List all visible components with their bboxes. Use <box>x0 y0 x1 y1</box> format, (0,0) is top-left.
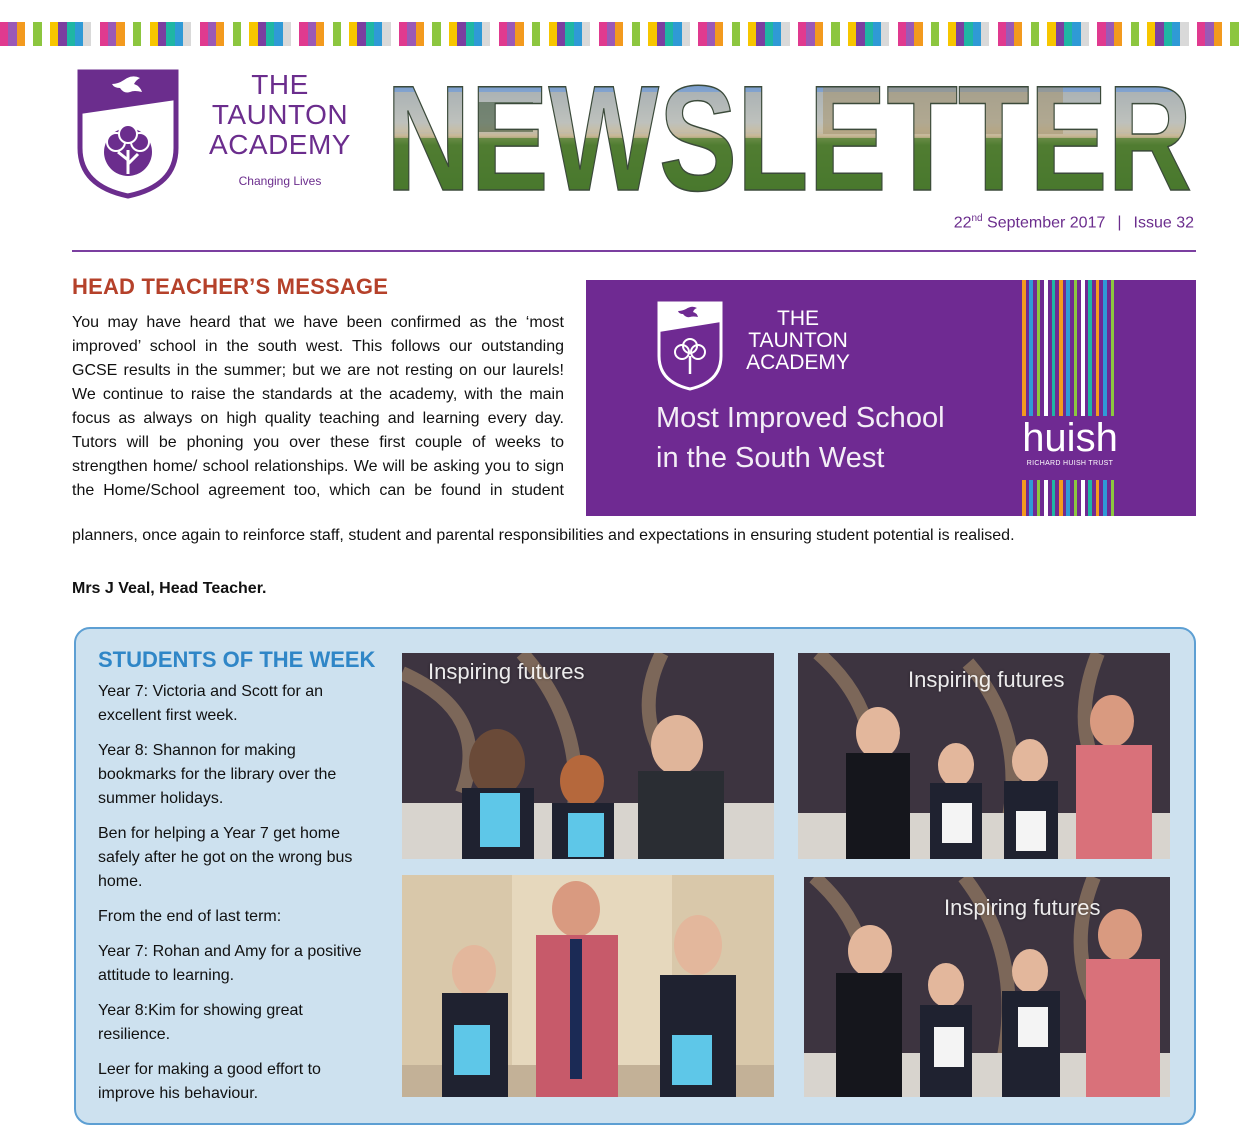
color-strip-segment <box>258 22 266 46</box>
color-strip-segment <box>723 22 731 46</box>
award-name-taunton: TAUNTON <box>748 329 848 352</box>
color-strip-segment <box>806 22 814 46</box>
color-strip-segment <box>341 22 349 46</box>
color-strip-segment <box>58 22 66 46</box>
color-strip-segment <box>183 22 191 46</box>
color-strip-segment <box>1230 22 1238 46</box>
color-strip-segment <box>366 22 374 46</box>
color-strip-segment <box>540 22 548 46</box>
color-strip-segment <box>1239 22 1246 46</box>
head-teacher-signature: Mrs J Veal, Head Teacher. <box>72 580 267 597</box>
color-strip-segment <box>873 22 881 46</box>
color-strip-segment <box>249 22 257 46</box>
color-strip-segment <box>399 22 407 46</box>
color-strip-segment <box>898 22 906 46</box>
date-suffix: nd <box>971 213 983 224</box>
date-issue-separator: | <box>1117 214 1122 232</box>
color-strip-segment <box>1222 22 1230 46</box>
color-strip-segment <box>574 22 582 46</box>
logo-line-academy: ACADEMY <box>209 129 351 160</box>
huish-trust-logo <box>1006 416 1134 480</box>
color-strip-segment <box>374 22 382 46</box>
color-strip-segment <box>0 22 8 46</box>
color-strip-segment <box>1114 22 1122 46</box>
award-academy-name <box>742 308 854 374</box>
color-strip-segment <box>407 22 415 46</box>
color-strip-segment <box>108 22 116 46</box>
color-strip-segment <box>939 22 947 46</box>
photo-caption: Inspiring futures <box>944 895 1101 920</box>
color-strip-segment <box>1172 22 1180 46</box>
color-strip-segment <box>308 22 316 46</box>
color-strip-segment <box>1214 22 1222 46</box>
color-strip-segment <box>931 22 939 46</box>
color-strip-segment <box>865 22 873 46</box>
color-strip-segment <box>582 22 590 46</box>
color-strip-segment <box>856 22 864 46</box>
color-strip-segment <box>1031 22 1039 46</box>
logo-wordmark <box>190 70 370 188</box>
color-strip-segment <box>1106 22 1114 46</box>
color-strip-segment <box>125 22 133 46</box>
color-strip-segment <box>474 22 482 46</box>
color-strip-segment <box>466 22 474 46</box>
color-strip-segment <box>33 22 41 46</box>
color-strip-segment <box>25 22 33 46</box>
student-photo-3 <box>402 875 774 1097</box>
color-strip-segment <box>657 22 665 46</box>
color-strip-segment <box>1089 22 1097 46</box>
color-strip-segment <box>382 22 390 46</box>
color-strip-segment <box>441 22 449 46</box>
color-strip-segment <box>482 22 490 46</box>
student-item: Year 7: Victoria and Scott for an excellent first week. <box>98 683 324 724</box>
color-strip-segment <box>316 22 324 46</box>
color-strip-segment <box>233 22 241 46</box>
head-teacher-message-bottom: planners, once again to reinforce staff, student and parental responsibilities and expectations in ensuring student potential is realised. <box>72 527 1015 544</box>
student-item: Ben for helping a Year 7 get home safely after he got on the wrong bus home. <box>98 825 353 890</box>
color-strip-segment <box>1189 22 1197 46</box>
student-item: Year 8:Kim for showing great resilience. <box>98 1002 303 1043</box>
color-strip-segment <box>116 22 124 46</box>
newsletter-banner <box>383 62 1195 196</box>
color-strip-segment <box>1155 22 1163 46</box>
color-strip-segment <box>75 22 83 46</box>
color-strip-segment <box>665 22 673 46</box>
color-strip-segment <box>640 22 648 46</box>
color-strip-segment <box>632 22 640 46</box>
photo-caption: Inspiring futures <box>428 659 585 684</box>
color-strip-segment <box>424 22 432 46</box>
color-strip-segment <box>565 22 573 46</box>
head-teacher-message-top: You may have heard that we have been confirmed as the ‘most improved’ school in the south west. This follows our outstanding GCSE results in the summer; but we are not resting on our laurels! We continue to raise the standards at the academy, with the main focus as always on high quality teaching and learning every day. Tutors will be phoning you over these first couple of weeks to strengthen home/ school relationships. We will be asking you to sign the Home/School agreement too, which can be found in student <box>72 314 564 499</box>
photo-caption: Inspiring futures <box>908 667 1065 692</box>
color-strip-segment <box>831 22 839 46</box>
award-name-academy: ACADEMY <box>746 351 850 374</box>
color-strip-segment <box>266 22 274 46</box>
color-strip-segment <box>166 22 174 46</box>
color-strip-segment <box>1056 22 1064 46</box>
color-strip-segment <box>1022 22 1030 46</box>
date-month-year: September 2017 <box>982 214 1106 232</box>
color-strip-segment <box>83 22 91 46</box>
color-strip-segment <box>1197 22 1205 46</box>
color-strip-segment <box>648 22 656 46</box>
color-strip-segment <box>840 22 848 46</box>
color-strip-segment <box>690 22 698 46</box>
color-strip-segment <box>42 22 50 46</box>
color-strip-segment <box>8 22 16 46</box>
logo-line-taunton: TAUNTON <box>211 99 349 130</box>
color-strip-segment <box>615 22 623 46</box>
academy-logo <box>76 68 366 202</box>
color-strip-segment <box>200 22 208 46</box>
color-strip-segment <box>1081 22 1089 46</box>
color-strip-segment <box>208 22 216 46</box>
color-strip-segment <box>291 22 299 46</box>
color-strip-segment <box>590 22 598 46</box>
award-shield-icon <box>656 300 724 392</box>
color-strip-segment <box>698 22 706 46</box>
color-strip-segment <box>781 22 789 46</box>
color-strip-segment <box>499 22 507 46</box>
color-strip <box>0 22 1246 46</box>
logo-line-the: THE <box>251 69 309 100</box>
color-strip-segment <box>507 22 515 46</box>
most-improved-award-panel <box>586 280 1196 516</box>
color-strip-segment <box>889 22 897 46</box>
color-strip-segment <box>449 22 457 46</box>
color-strip-segment <box>515 22 523 46</box>
color-strip-segment <box>299 22 307 46</box>
color-strip-segment <box>141 22 149 46</box>
head-teacher-heading: HEAD TEACHER’S MESSAGE <box>72 274 389 299</box>
color-strip-segment <box>682 22 690 46</box>
color-strip-segment <box>1097 22 1105 46</box>
color-strip-segment <box>1047 22 1055 46</box>
student-photo-1 <box>402 653 774 859</box>
color-strip-segment <box>457 22 465 46</box>
shield-icon <box>76 68 180 200</box>
color-strip-segment <box>1180 22 1188 46</box>
award-title-line1: Most Improved School <box>656 402 945 434</box>
color-strip-segment <box>973 22 981 46</box>
award-stripe <box>1114 280 1118 516</box>
award-stripes <box>1022 280 1118 516</box>
color-strip-segment <box>532 22 540 46</box>
color-strip-segment <box>923 22 931 46</box>
color-strip-segment <box>1147 22 1155 46</box>
color-strip-segment <box>1064 22 1072 46</box>
students-heading: STUDENTS OF THE WEEK <box>98 647 376 672</box>
color-strip-segment <box>732 22 740 46</box>
color-strip-segment <box>357 22 365 46</box>
color-strip-segment <box>50 22 58 46</box>
color-strip-segment <box>432 22 440 46</box>
color-strip-segment <box>1164 22 1172 46</box>
color-strip-segment <box>17 22 25 46</box>
color-strip-segment <box>1205 22 1213 46</box>
date-day: 22 <box>953 214 972 232</box>
banner-title: NEWSLETTER <box>386 62 1192 196</box>
issue-number: Issue 32 <box>1133 214 1194 232</box>
student-item: From the end of last term: <box>98 908 282 925</box>
color-strip-segment <box>1006 22 1014 46</box>
student-item: Year 7: Rohan and Amy for a positive attitude to learning. <box>98 943 362 984</box>
color-strip-segment <box>549 22 557 46</box>
color-strip-segment <box>599 22 607 46</box>
color-strip-segment <box>623 22 631 46</box>
award-title-line2: in the South West <box>656 442 885 474</box>
color-strip-segment <box>283 22 291 46</box>
color-strip-segment <box>773 22 781 46</box>
student-item: Leer for making a good effort to improve his behaviour. <box>98 1061 321 1102</box>
header-divider <box>72 250 1196 252</box>
color-strip-segment <box>324 22 332 46</box>
color-strip-segment <box>956 22 964 46</box>
color-strip-segment <box>998 22 1006 46</box>
student-photo-4 <box>804 877 1170 1097</box>
students-list <box>98 680 378 1117</box>
award-name-the: THE <box>777 307 819 330</box>
color-strip-segment <box>191 22 199 46</box>
color-strip-segment <box>740 22 748 46</box>
color-strip-segment <box>748 22 756 46</box>
logo-tagline: Changing Lives <box>238 174 322 188</box>
color-strip-segment <box>848 22 856 46</box>
color-strip-segment <box>798 22 806 46</box>
color-strip-segment <box>524 22 532 46</box>
color-strip-segment <box>1072 22 1080 46</box>
color-strip-segment <box>823 22 831 46</box>
color-strip-segment <box>673 22 681 46</box>
color-strip-segment <box>67 22 75 46</box>
color-strip-segment <box>557 22 565 46</box>
color-strip-segment <box>224 22 232 46</box>
color-strip-segment <box>241 22 249 46</box>
color-strip-segment <box>349 22 357 46</box>
color-strip-segment <box>707 22 715 46</box>
color-strip-segment <box>1139 22 1147 46</box>
color-strip-segment <box>756 22 764 46</box>
color-strip-segment <box>906 22 914 46</box>
color-strip-segment <box>216 22 224 46</box>
color-strip-segment <box>981 22 989 46</box>
students-of-the-week-panel <box>74 627 1196 1125</box>
huish-trust-name: RICHARD HUISH TRUST <box>1026 460 1114 467</box>
color-strip-segment <box>815 22 823 46</box>
color-strip-segment <box>607 22 615 46</box>
student-item: Year 8: Shannon for making bookmarks for the library over the summer holidays. <box>98 742 337 807</box>
issue-date-line <box>954 213 1194 232</box>
color-strip-segment <box>790 22 798 46</box>
color-strip-segment <box>1039 22 1047 46</box>
color-strip-segment <box>175 22 183 46</box>
color-strip-segment <box>100 22 108 46</box>
color-strip-segment <box>1014 22 1022 46</box>
color-strip-segment <box>490 22 498 46</box>
color-strip-segment <box>989 22 997 46</box>
color-strip-segment <box>333 22 341 46</box>
color-strip-segment <box>964 22 972 46</box>
color-strip-segment <box>416 22 424 46</box>
color-strip-segment <box>715 22 723 46</box>
color-strip-segment <box>1131 22 1139 46</box>
color-strip-segment <box>1122 22 1130 46</box>
student-photo-2 <box>798 653 1170 859</box>
color-strip-segment <box>274 22 282 46</box>
color-strip-segment <box>158 22 166 46</box>
color-strip-segment <box>150 22 158 46</box>
color-strip-segment <box>948 22 956 46</box>
color-strip-segment <box>391 22 399 46</box>
color-strip-segment <box>133 22 141 46</box>
color-strip-segment <box>91 22 99 46</box>
color-strip-segment <box>914 22 922 46</box>
huish-wordmark: huish <box>1022 416 1118 460</box>
color-strip-segment <box>881 22 889 46</box>
color-strip-segment <box>765 22 773 46</box>
